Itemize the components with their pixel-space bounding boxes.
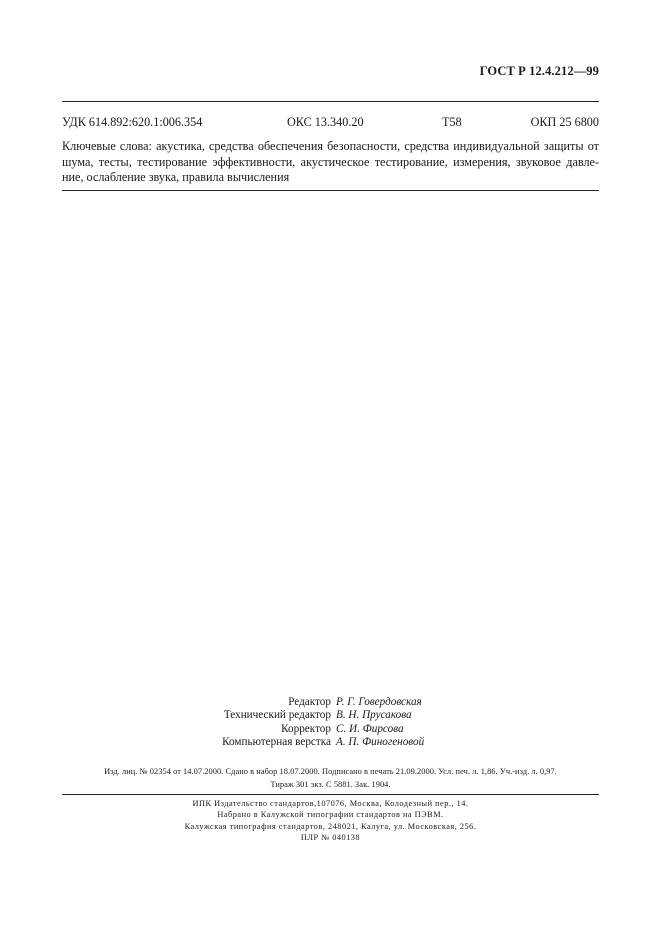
credit-person: В. Н. Прусакова xyxy=(336,709,412,722)
publisher-block xyxy=(62,798,599,844)
credit-role: Компьютерная верстка xyxy=(222,736,331,749)
credit-row xyxy=(0,709,661,722)
group-code: Т58 xyxy=(442,115,462,129)
credit-role: Корректор xyxy=(281,722,331,735)
credits-block xyxy=(0,696,661,750)
publisher-line: ИПК Издательство стандартов,107076, Москва, Колодезный пер., 14. xyxy=(192,799,469,808)
credit-person: Р. Г. Говердовская xyxy=(336,696,422,708)
keywords-paragraph xyxy=(62,139,599,186)
publisher-line: ПЛР № 040138 xyxy=(300,833,361,843)
keywords-line: Ключевые слова: акустика, средства обеспечения безопасности, средства индивидуальной защиты от xyxy=(62,139,599,153)
keywords-line: шума, тесты, тестирование эффективности, акустическое тестирование, измерения, звуковое давле- xyxy=(62,154,599,169)
keywords-line: ние, ослабление звука, правила вычисления xyxy=(62,170,290,184)
udk-code: УДК 614.892:620.1:006.354 xyxy=(62,115,203,129)
imprint-block xyxy=(62,765,599,791)
credit-row xyxy=(0,696,661,709)
credit-row xyxy=(0,736,661,749)
credit-person: А. П. Финогеновой xyxy=(336,736,425,749)
oks-code: ОКС 13.340.20 xyxy=(287,115,364,129)
imprint-line: Изд. лиц. № 02354 от 14.07.2000. Сдано в набор 18.07.2000. Подписано в печать 21.09.2000. Усл. печ. л. 1,86. Уч.-изд. л. 0,97. xyxy=(104,767,557,776)
credit-person: С. И. Фирсова xyxy=(336,722,404,735)
publisher-rule xyxy=(62,794,599,795)
standard-code: ГОСТ Р 12.4.212—99 xyxy=(479,64,599,78)
bottom-rule xyxy=(62,190,599,191)
credit-role: Редактор xyxy=(288,696,331,708)
credit-role: Технический редактор xyxy=(223,709,331,722)
top-rule xyxy=(62,101,599,102)
publisher-line: Калужская типография стандартов, 248021, Калуга, ул. Московская, 256. xyxy=(184,821,477,831)
imprint-line: Тираж 301 экз. С 5881. Зак. 1904. xyxy=(270,780,391,789)
okp-code: ОКП 25 6800 xyxy=(530,115,599,129)
publisher-line: Набрано в Калужской типографии стандартов на ПЭВМ. xyxy=(217,810,444,820)
credit-row xyxy=(0,723,661,736)
